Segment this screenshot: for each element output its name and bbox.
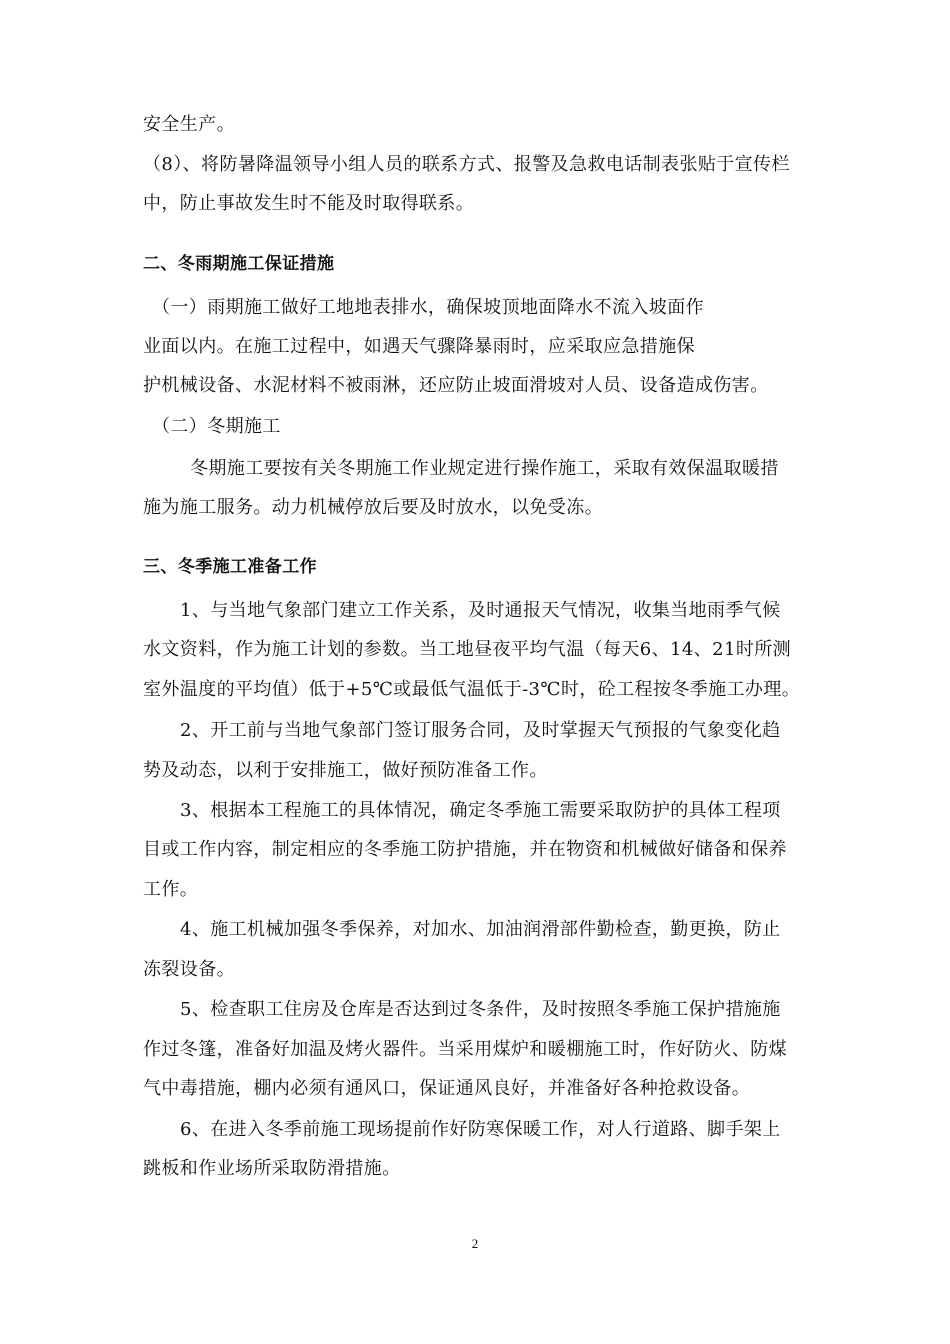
text-line: 中，防止事故发生时不能及时取得联系。 bbox=[143, 193, 475, 214]
text-line: 安全生产。 bbox=[143, 114, 235, 135]
text-line: 水文资料，作为施工计划的参数。当工地昼夜平均气温（每天6、14、21时所测 bbox=[143, 639, 792, 660]
subsection-heading: （二）冬期施工 bbox=[152, 416, 281, 437]
section-heading: 二、冬雨期施工保证措施 bbox=[143, 254, 335, 274]
text-line: 4、施工机械加强冬季保养，对加水、加油润滑部件勤检查，勤更换，防止 bbox=[180, 919, 781, 940]
text-line: 气中毒措施，棚内必须有通风口，保证通风良好，并准备好各种抢救设备。 bbox=[143, 1078, 751, 1099]
text-line: 室外温度的平均值）低于+5℃或最低气温低于-3℃时，砼工程按冬季施工办理。 bbox=[143, 679, 801, 700]
page-number: 2 bbox=[471, 1236, 479, 1251]
text-line: 工作。 bbox=[143, 879, 199, 900]
text-line: 跳板和作业场所采取防滑措施。 bbox=[143, 1158, 401, 1179]
text-line: 势及动态，以利于安排施工，做好预防准备工作。 bbox=[143, 760, 548, 781]
section-heading: 三、冬季施工准备工作 bbox=[143, 557, 317, 577]
text-line: 6、在进入冬季前施工现场提前作好防寒保暖工作，对人行道路、脚手架上 bbox=[180, 1119, 781, 1140]
text-line: 冬期施工要按有关冬期施工作业规定进行操作施工，采取有效保温取暖措 bbox=[190, 458, 779, 479]
text-line: （8）、将防暑降温领导小组人员的联系方式、报警及急救电话制表张贴于宣传栏 bbox=[143, 154, 790, 175]
text-line: 护机械设备、水泥材料不被雨淋，还应防止坡面滑坡对人员、设备造成伤害。 bbox=[143, 375, 769, 396]
text-line: 5、检查职工住房及仓库是否达到过冬条件，及时按照冬季施工保护措施施 bbox=[180, 999, 781, 1020]
text-line: 冻裂设备。 bbox=[143, 959, 235, 980]
text-line: 2、开工前与当地气象部门签订服务合同，及时掌握天气预报的气象变化趋 bbox=[180, 720, 781, 741]
text-line: 施为施工服务。动力机械停放后要及时放水，以免受冻。 bbox=[143, 497, 603, 518]
text-line: 1、与当地气象部门建立工作关系，及时通报天气情况，收集当地雨季气候 bbox=[180, 600, 781, 621]
text-line: 3、根据本工程施工的具体情况，确定冬季施工需要采取防护的具体工程项 bbox=[180, 800, 781, 821]
text-line: 业面以内。在施工过程中，如遇天气骤降暴雨时，应采取应急措施保 bbox=[143, 336, 695, 357]
text-line: 目或工作内容，制定相应的冬季施工防护措施，并在物资和机械做好储备和保养 bbox=[143, 839, 787, 860]
text-line: 作过冬篷，准备好加温及烤火器件。当采用煤炉和暖棚施工时，作好防火、防煤 bbox=[143, 1039, 787, 1060]
text-line: （一）雨期施工做好工地地表排水，确保坡顶地面降水不流入坡面作 bbox=[152, 297, 704, 318]
